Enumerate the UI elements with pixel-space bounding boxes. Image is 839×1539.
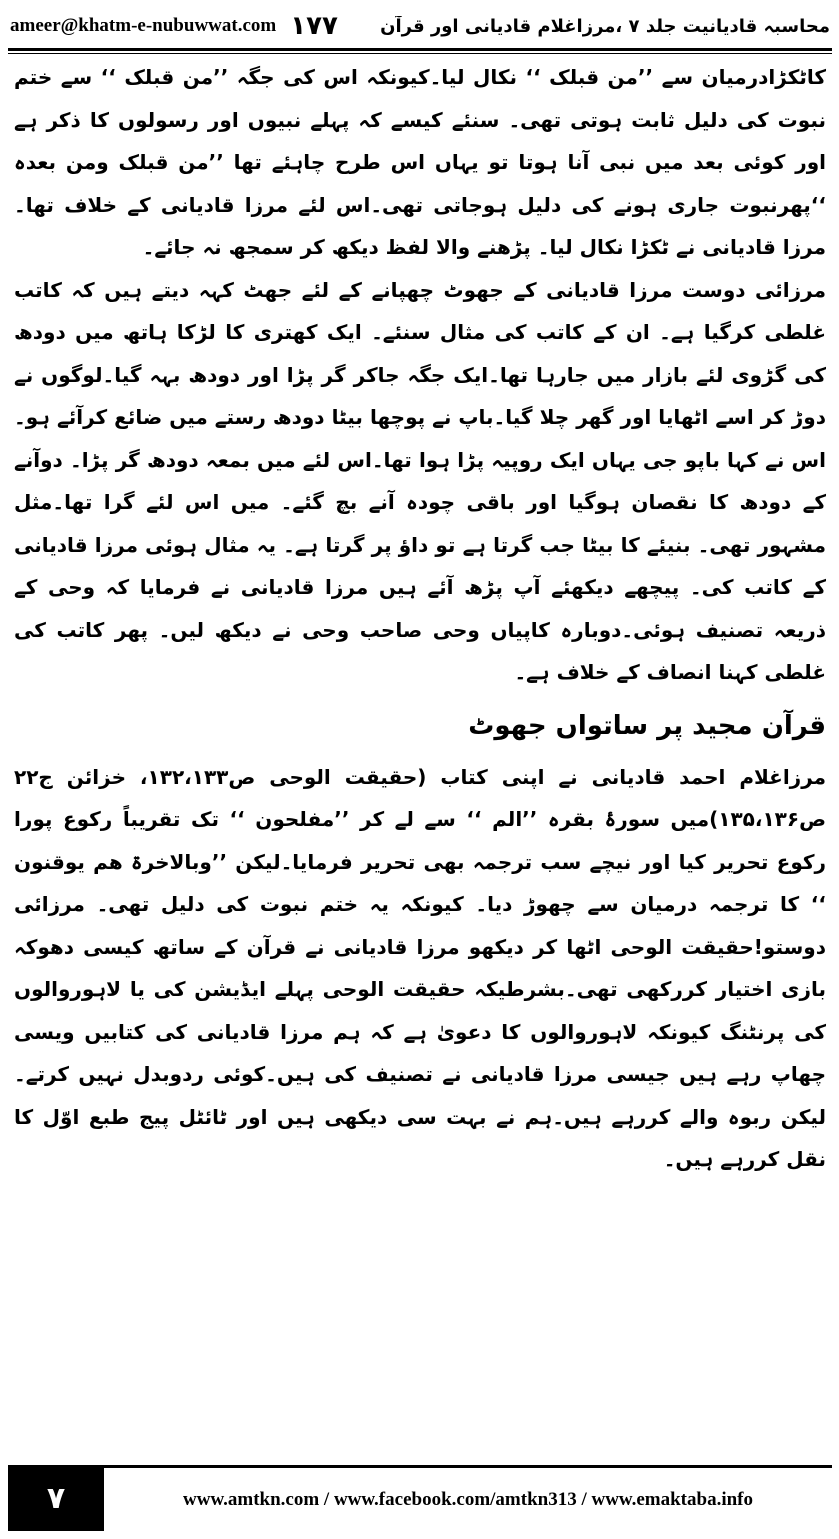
header-rule-thick — [8, 48, 832, 51]
section-heading: قرآن مجید پر ساتواں جھوٹ — [468, 710, 826, 741]
footer-page-number: ۷ — [8, 1465, 104, 1531]
footer-links: www.amtkn.com / www.facebook.com/amtkn313 / www.emaktaba.info — [104, 1465, 832, 1531]
paragraph: کاٹکڑادرمیان سے ’’من قبلک ‘‘ نکال لیا۔کیونکہ اس کی جگہ ’’من قبلک ‘‘ سے ختم نبوت کی دلیل ثابت ہوتی تھی۔ سنئے کیسے کہ پہلے نبیوں اور رسولوں کا ذکر ہے اور کوئی بعد میں نبی آنا ہوتا تو یہاں اس طرح چاہئے تھا ’’من قبلک ومن بعدہ ‘‘پھرنبوت جاری ہونے کی دلیل ہوجاتی تھی۔اس لئے مرزا قادیانی کے خلاف تھا۔مرزا قادیانی نے ٹکڑا نکال لیا۔ پڑھنے والا لفظ دیکھ کر سمجھ نہ جائے۔ — [14, 65, 826, 259]
header-page-number: ۱۷۷ — [290, 11, 338, 41]
header-rule-thin — [8, 53, 832, 54]
paragraph: مرزاغلام احمد قادیانی نے اپنی کتاب (حقیقت الوحی ص۱۳۲،۱۳۳، خزائن ج۲۲ ص۱۳۵،۱۳۶)میں سورۂ بقرہ ’’الم ‘‘ سے لے کر ’’مفلحون ‘‘ تک تقریباً رکوع پورا رکوع تحریر کیا اور نیچے سب ترجمہ بھی تحریر فرمایا۔لیکن ’’وبالاخرۃ ھم یوقنون ‘‘ کا ترجمہ درمیان سے چھوڑ دیا۔ کیونکہ یہ ختم نبوت کی دلیل تھی۔ مرزائی دوستو!حقیقت الوحی اٹھا کر دیکھو مرزا قادیانی نے قرآن کے ساتھ کیسی دھوکہ بازی اختیار کررکھی تھی۔بشرطیکہ حقیقت الوحی پہلے ایڈیشن کی یا لاہوروالوں کی پرنٹنگ کیونکہ لاہوروالوں کا دعویٰ ہے کہ ہم مرزا قادیانی کی کتابیں ویسی چھاپ رہے ہیں جیسی مرزا قادیانی نے تصنیف کی ہیں۔کوئی ردوبدل نہیں کرتے۔لیکن ربوہ والے کررہے ہیں۔ہم نے بہت سی دیکھی ہیں اور ٹائٹل پیج طبع اوّل کا نقل کررہے ہیں۔ — [14, 764, 827, 1171]
header-email: ameer@khatm-e-nubuwwat.com — [10, 15, 277, 36]
page-content — [14, 56, 826, 1460]
page-header — [10, 6, 830, 46]
page-footer — [8, 1465, 832, 1531]
header-book-title: محاسبہ قادیانیت جلد ۷ ،مرزاغلام قادیانی اور قرآن — [380, 15, 830, 37]
paragraph: مرزائی دوست مرزا قادیانی کے جھوٹ چھپانے کے لئے جھٹ کہہ دیتے ہیں کہ کاتب غلطی کرگیا ہے۔ ان کے کاتب کی مثال سنئے۔ ایک کھتری کا لڑکا ہاتھ میں دودھ کی گڑوی لئے بازار میں جارہا تھا۔ایک جگہ جاکر گر پڑا اور دودھ بہہ گیا۔لوگوں نے دوڑ کر اسے اٹھایا اور گھر چلا گیا۔باپ نے پوچھا بیٹا دودھ رستے میں ضائع کرآئے ہو۔اس نے کہا باپو جی یہاں ایک روپیہ پڑا ہوا تھا۔اس لئے میں بمعہ دودھ گر پڑا۔ دوآنے کے دودھ کا نقصان ہوگیا اور باقی چودہ آنے بچ گئے۔ میں اس لئے گرا تھا۔مثل مشہور تھی۔ بنیئے کا بیٹا جب گرتا ہے تو داؤ پر گرتا ہے۔ یہ مثال ہوئی مرزا قادیانی کے کاتب کی۔ پیچھے دیکھئے آپ پڑھ آئے ہیں مرزا قادیانی نے فرمایا کہ وحی کے ذریعہ تصنیف ہوئی۔دوبارہ کاپیاں وحی صاحب وحی نے دیکھ لیں۔ پھر کاتب کی غلطی کہنا انصاف کے خلاف ہے۔ — [14, 277, 826, 684]
